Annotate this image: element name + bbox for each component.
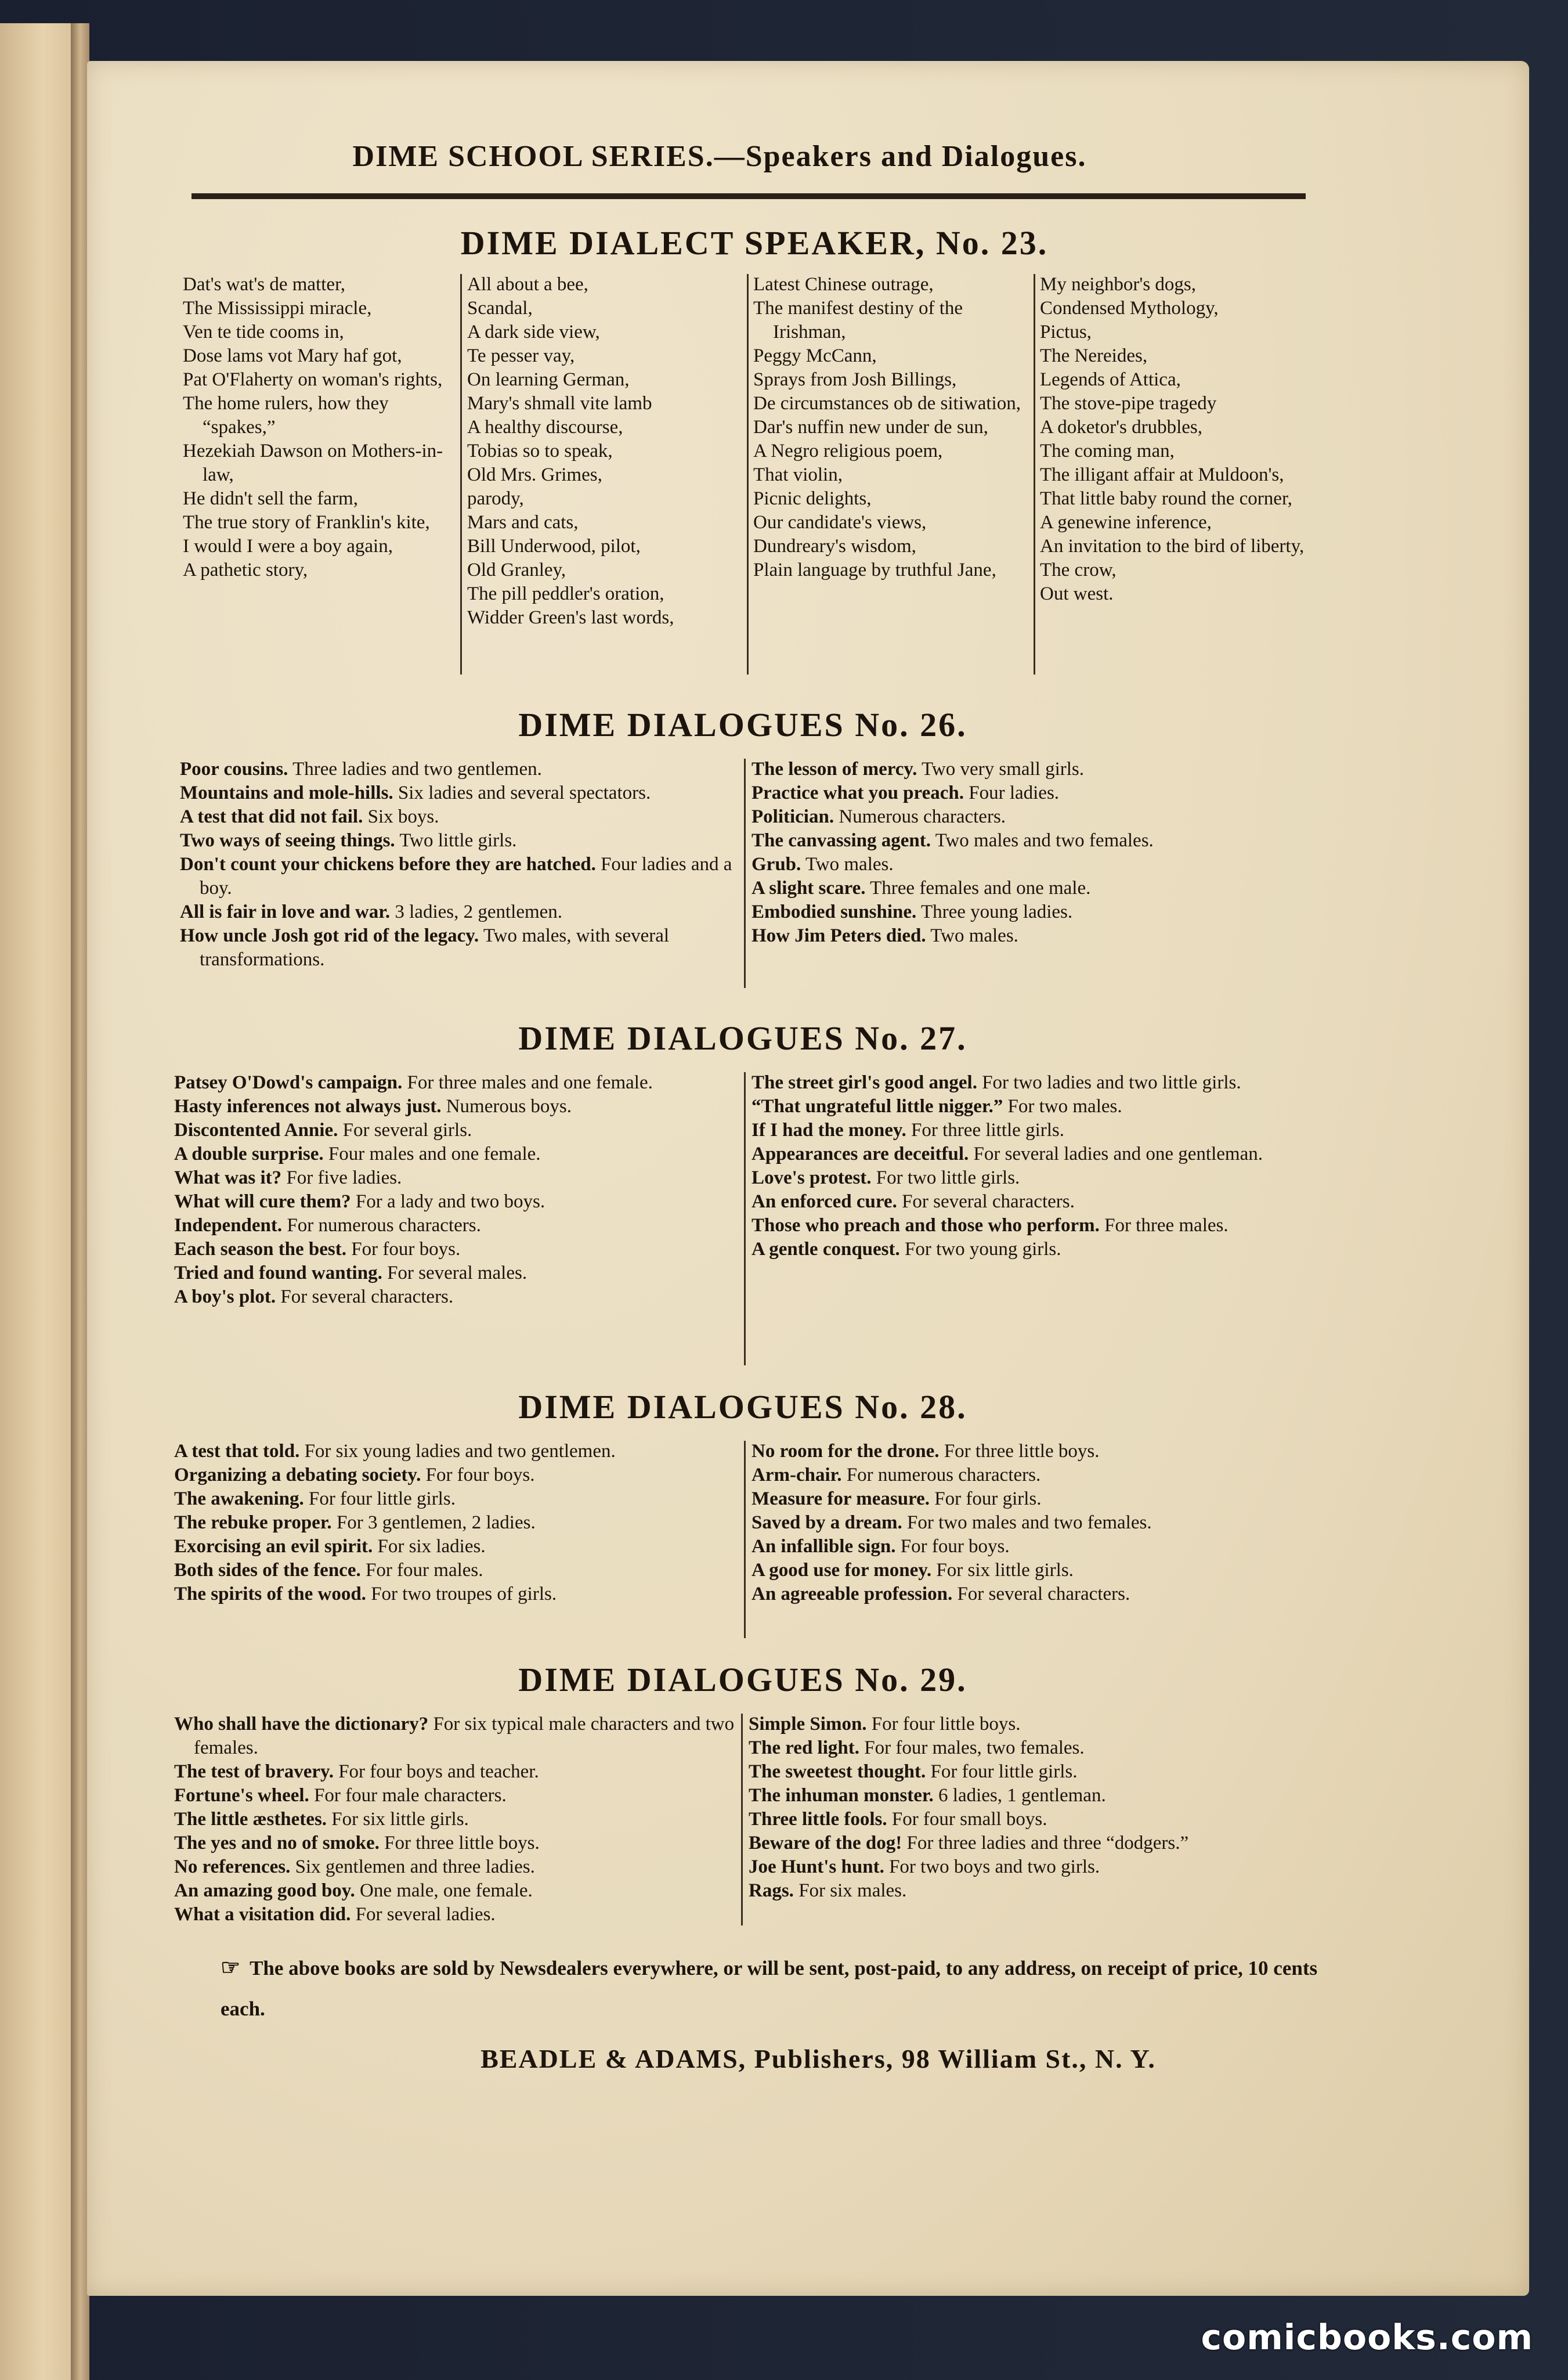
dialogue-entry bbox=[752, 1190, 1312, 1214]
dialogue-cast: For four male characters. bbox=[314, 1785, 507, 1806]
dialogue-cast: Four ladies and a boy. bbox=[200, 854, 732, 899]
dialogue-entry bbox=[180, 924, 737, 972]
speaker-column-2 bbox=[467, 273, 746, 630]
list-item: Bill Underwood, pilot, bbox=[467, 536, 641, 557]
list-item: The home rulers, how they “spakes,” bbox=[183, 393, 389, 438]
list-item: Pat O'Flaherty on woman's rights, bbox=[183, 369, 443, 390]
column-divider bbox=[1034, 274, 1035, 675]
dialogues-27-column-1 bbox=[174, 1071, 737, 1309]
dialogue-title: What was it? bbox=[174, 1167, 282, 1188]
list-item: The Mississippi miracle, bbox=[183, 298, 372, 319]
list-item: All about a bee, bbox=[467, 274, 588, 295]
dialogue-entry bbox=[180, 900, 737, 924]
dialogue-cast: Four ladies. bbox=[969, 782, 1060, 803]
list-item: The illigant affair at Muldoon's, bbox=[1040, 464, 1284, 485]
dialogues-26-column-1 bbox=[180, 758, 737, 972]
dialogue-cast: For four little boys. bbox=[871, 1714, 1021, 1734]
dialogue-entry bbox=[174, 1582, 737, 1606]
dialogue-entry bbox=[180, 853, 737, 900]
dialogue-title: Exorcising an evil spirit. bbox=[174, 1536, 373, 1557]
speaker-column-3 bbox=[753, 273, 1032, 582]
dialogue-entry bbox=[752, 758, 1312, 781]
dialogue-title: Beware of the dog! bbox=[749, 1833, 902, 1853]
list-item: Te pesser vay, bbox=[467, 345, 575, 366]
dialogue-entry bbox=[752, 1238, 1312, 1261]
dialogue-cast: Numerous boys. bbox=[446, 1096, 572, 1117]
dialogue-title: No references. bbox=[174, 1856, 291, 1877]
dialogue-cast: For several characters. bbox=[902, 1191, 1075, 1212]
dialogue-entry bbox=[174, 1903, 737, 1927]
sales-note-text: The above books are sold by Newsdealers everywhere, or will be sent, post-paid, to any address, on receipt of price, 10 cents each. bbox=[221, 1957, 1318, 2020]
dialogue-title: Rags. bbox=[749, 1880, 794, 1901]
dialogue-cast: For three little boys. bbox=[944, 1441, 1100, 1462]
dialogue-title: Tried and found wanting. bbox=[174, 1263, 382, 1283]
dialogue-title: An enforced cure. bbox=[752, 1191, 897, 1212]
dialogue-cast: For numerous characters. bbox=[846, 1465, 1041, 1485]
dialogue-cast: For 3 gentlemen, 2 ladies. bbox=[336, 1512, 536, 1533]
dialogue-title: The street girl's good angel. bbox=[752, 1072, 977, 1093]
dialogue-entry bbox=[752, 853, 1312, 877]
dialogue-cast: For two boys and two girls. bbox=[889, 1856, 1100, 1877]
list-item: A Negro religious poem, bbox=[753, 441, 943, 461]
list-item: On learning German, bbox=[467, 369, 630, 390]
list-item: An invitation to the bird of liberty, bbox=[1040, 536, 1305, 557]
dialogue-entry bbox=[180, 781, 737, 805]
list-item: The true story of Franklin's kite, bbox=[183, 512, 430, 533]
dialogue-cast: Six boys. bbox=[367, 806, 439, 827]
header-rule bbox=[192, 193, 1306, 199]
dialogue-title: Hasty inferences not always just. bbox=[174, 1096, 442, 1117]
list-item: He didn't sell the farm, bbox=[183, 488, 358, 509]
section-title-dialogues-28: DIME DIALOGUES No. 28. bbox=[518, 1388, 967, 1426]
dialogue-cast: For two troupes of girls. bbox=[371, 1584, 557, 1604]
dialogue-entry bbox=[174, 1285, 737, 1309]
list-item: That violin, bbox=[753, 464, 843, 485]
dialogue-cast: For several characters. bbox=[957, 1584, 1130, 1604]
dialogue-entry bbox=[174, 1808, 737, 1831]
dialogue-title: Three little fools. bbox=[749, 1809, 887, 1830]
dialogue-cast: For six ladies. bbox=[377, 1536, 486, 1557]
dialogue-cast: For two males and two females. bbox=[907, 1512, 1152, 1533]
dialogue-title: Discontented Annie. bbox=[174, 1120, 338, 1141]
dialogue-title: Each season the best. bbox=[174, 1239, 347, 1260]
dialogue-title: The sweetest thought. bbox=[749, 1761, 926, 1782]
list-item: The stove-pipe tragedy bbox=[1040, 393, 1217, 414]
dialogue-cast: For six little girls. bbox=[331, 1809, 469, 1830]
dialogue-cast: For three males and one female. bbox=[407, 1072, 653, 1093]
dialogue-title: “That ungrateful little nigger.” bbox=[752, 1096, 1003, 1117]
dialogue-cast: For three little girls. bbox=[911, 1120, 1064, 1141]
sales-note bbox=[221, 1948, 1323, 2029]
dialogue-entry bbox=[752, 1582, 1312, 1606]
dialogue-title: The red light. bbox=[749, 1737, 859, 1758]
list-item: A dark side view, bbox=[467, 322, 600, 342]
dialogues-27-column-2 bbox=[752, 1071, 1312, 1261]
dialogue-title: An amazing good boy. bbox=[174, 1880, 355, 1901]
list-item: A doketor's drubbles, bbox=[1040, 417, 1203, 438]
dialogue-entry bbox=[749, 1831, 1312, 1855]
dialogue-cast: For six typical male characters and two females. bbox=[194, 1714, 735, 1758]
dialogue-entry bbox=[752, 1463, 1312, 1487]
dialogue-cast: For four boys. bbox=[425, 1465, 535, 1485]
dialogue-title: Two ways of seeing things. bbox=[180, 830, 395, 851]
dialogues-28-column-2 bbox=[752, 1440, 1312, 1606]
page-header: DIME SCHOOL SERIES.—Speakers and Dialogues. bbox=[352, 140, 1087, 173]
dialogue-title: Love's protest. bbox=[752, 1167, 872, 1188]
section-title-dialogues-29: DIME DIALOGUES No. 29. bbox=[518, 1661, 967, 1699]
dialogue-cast: For four little girls. bbox=[930, 1761, 1078, 1782]
section-title-dialogues-27: DIME DIALOGUES No. 27. bbox=[518, 1019, 967, 1057]
dialogue-entry bbox=[174, 1559, 737, 1582]
column-divider bbox=[747, 274, 749, 675]
section-title-dialogues-26: DIME DIALOGUES No. 26. bbox=[518, 706, 967, 744]
dialogue-title: A good use for money. bbox=[752, 1560, 932, 1581]
list-item: The coming man, bbox=[1040, 441, 1175, 461]
dialogue-entry bbox=[752, 1559, 1312, 1582]
list-item: The Nereides, bbox=[1040, 345, 1148, 366]
dialogue-cast: For a lady and two boys. bbox=[355, 1191, 545, 1212]
column-divider bbox=[744, 1072, 746, 1365]
list-item: The crow, bbox=[1040, 560, 1117, 580]
dialogue-cast: For five ladies. bbox=[286, 1167, 402, 1188]
dialogue-cast: For several males. bbox=[387, 1263, 528, 1283]
list-item: Hezekiah Dawson on Mothers-in-law, bbox=[183, 441, 443, 485]
dialogue-entry bbox=[180, 829, 737, 853]
dialogue-entry bbox=[752, 1535, 1312, 1559]
dialogue-title: Patsey O'Dowd's campaign. bbox=[174, 1072, 403, 1093]
dialogue-title: Don't count your chickens before they are hatched. bbox=[180, 854, 596, 875]
dialogue-cast: For three ladies and three “dodgers.” bbox=[906, 1833, 1189, 1853]
dialogue-cast: For four boys. bbox=[351, 1239, 461, 1260]
dialogue-cast: For two ladies and two little girls. bbox=[982, 1072, 1241, 1093]
column-divider bbox=[744, 759, 746, 988]
list-item: De circumstances ob de sitiwation, bbox=[753, 393, 1021, 414]
dialogue-cast: For three males. bbox=[1104, 1215, 1229, 1236]
dialogue-title: The awakening. bbox=[174, 1488, 304, 1509]
dialogue-cast: For four boys and teacher. bbox=[338, 1761, 539, 1782]
dialogue-entry bbox=[174, 1166, 737, 1190]
dialogue-entry bbox=[174, 1261, 737, 1285]
dialogue-entry bbox=[174, 1760, 737, 1784]
dialogue-title: An agreeable profession. bbox=[752, 1584, 953, 1604]
dialogue-cast: Two males and two females. bbox=[935, 830, 1154, 851]
dialogue-title: The rebuke proper. bbox=[174, 1512, 332, 1533]
dialogues-28-column-1 bbox=[174, 1440, 737, 1606]
dialogue-entry bbox=[749, 1760, 1312, 1784]
dialogue-cast: For six young ladies and two gentlemen. bbox=[304, 1441, 616, 1462]
dialogue-title: Who shall have the dictionary? bbox=[174, 1714, 429, 1734]
dialogue-entry bbox=[174, 1535, 737, 1559]
list-item: Scandal, bbox=[467, 298, 533, 319]
dialogue-entry bbox=[749, 1784, 1312, 1808]
dialogue-title: How uncle Josh got rid of the legacy. bbox=[180, 925, 479, 946]
list-item: Ven te tide cooms in, bbox=[183, 322, 344, 342]
dialogue-title: Measure for measure. bbox=[752, 1488, 930, 1509]
list-item: Latest Chinese outrage, bbox=[753, 274, 934, 295]
list-item: A genewine inference, bbox=[1040, 512, 1212, 533]
list-item: Old Granley, bbox=[467, 560, 566, 580]
dialogue-entry bbox=[174, 1190, 737, 1214]
list-item: Old Mrs. Grimes, bbox=[467, 464, 602, 485]
list-item: Plain language by truthful Jane, bbox=[753, 560, 996, 580]
dialogue-title: A test that did not fail. bbox=[180, 806, 363, 827]
dialogue-entry bbox=[752, 924, 1312, 948]
dialogue-cast: For six males. bbox=[799, 1880, 907, 1901]
dialogue-title: All is fair in love and war. bbox=[180, 901, 391, 922]
dialogue-entry bbox=[174, 1119, 737, 1142]
list-item: That little baby round the corner, bbox=[1040, 488, 1292, 509]
dialogue-entry bbox=[752, 877, 1312, 900]
dialogue-cast: For several ladies and one gentleman. bbox=[973, 1144, 1263, 1164]
dialogue-cast: Three young ladies. bbox=[920, 901, 1073, 922]
dialogue-title: A boy's plot. bbox=[174, 1286, 276, 1307]
list-item: Mary's shmall vite lamb bbox=[467, 393, 652, 414]
dialogue-entry bbox=[752, 1511, 1312, 1535]
dialogue-entry bbox=[174, 1238, 737, 1261]
dialogue-title: An infallible sign. bbox=[752, 1536, 896, 1557]
dialogue-title: A gentle conquest. bbox=[752, 1239, 900, 1260]
dialogue-entry bbox=[752, 1440, 1312, 1463]
list-item: Legends of Attica, bbox=[1040, 369, 1181, 390]
list-item: Dose lams vot Mary haf got, bbox=[183, 345, 402, 366]
dialogue-entry bbox=[180, 758, 737, 781]
dialogue-entry bbox=[174, 1855, 737, 1879]
dialogue-title: The test of bravery. bbox=[174, 1761, 334, 1782]
dialogue-title: A test that told. bbox=[174, 1441, 300, 1462]
dialogue-entry bbox=[749, 1736, 1312, 1760]
dialogue-title: Poor cousins. bbox=[180, 759, 288, 780]
dialogue-title: The canvassing agent. bbox=[752, 830, 931, 851]
dialogue-title: Grub. bbox=[752, 854, 801, 875]
list-item: Dat's wat's de matter, bbox=[183, 274, 345, 295]
list-item: Our candidate's views, bbox=[753, 512, 927, 533]
dialogue-entry bbox=[749, 1879, 1312, 1903]
dialogue-cast: Two males. bbox=[805, 854, 894, 875]
dialogue-title: How Jim Peters died. bbox=[752, 925, 926, 946]
section-title-dialect-speaker: DIME DIALECT SPEAKER, No. 23. bbox=[460, 224, 1049, 262]
dialogues-29-column-2 bbox=[749, 1712, 1312, 1903]
dialogue-cast: For two young girls. bbox=[905, 1239, 1061, 1260]
list-item: Pictus, bbox=[1040, 322, 1092, 342]
dialogues-29-column-1 bbox=[174, 1712, 737, 1927]
dialogues-26-column-2 bbox=[752, 758, 1312, 948]
dialogue-title: Embodied sunshine. bbox=[752, 901, 917, 922]
dialogue-entry bbox=[752, 781, 1312, 805]
dialogue-cast: For two little girls. bbox=[876, 1167, 1020, 1188]
dialogue-entry bbox=[752, 805, 1312, 829]
dialogue-entry bbox=[752, 1142, 1312, 1166]
dialogue-cast: For two males. bbox=[1007, 1096, 1122, 1117]
dialogue-title: Joe Hunt's hunt. bbox=[749, 1856, 884, 1877]
list-item: Dar's nuffin new under de sun, bbox=[753, 417, 988, 438]
dialogue-cast: For several girls. bbox=[342, 1120, 472, 1141]
dialogue-entry bbox=[752, 1487, 1312, 1511]
list-item: Peggy McCann, bbox=[753, 345, 877, 366]
dialogue-title: Arm-chair. bbox=[752, 1465, 842, 1485]
dialogue-entry bbox=[749, 1855, 1312, 1879]
dialogue-cast: Numerous characters. bbox=[839, 806, 1006, 827]
list-item: Condensed Mythology, bbox=[1040, 298, 1219, 319]
dialogue-entry bbox=[174, 1784, 737, 1808]
column-divider bbox=[744, 1441, 746, 1638]
dialogue-title: Simple Simon. bbox=[749, 1714, 867, 1734]
dialogue-cast: One male, one female. bbox=[359, 1880, 533, 1901]
dialogue-entry bbox=[752, 1166, 1312, 1190]
dialogue-entry bbox=[174, 1511, 737, 1535]
dialogue-title: The inhuman monster. bbox=[749, 1785, 934, 1806]
dialogue-cast: For four little girls. bbox=[308, 1488, 456, 1509]
speaker-column-1 bbox=[183, 273, 458, 582]
dialogue-title: Appearances are deceitful. bbox=[752, 1144, 969, 1164]
list-item: Out west. bbox=[1040, 583, 1114, 604]
dialogue-title: Those who preach and those who perform. bbox=[752, 1215, 1100, 1236]
dialogue-cast: Six ladies and several spectators. bbox=[398, 782, 651, 803]
dialogue-entry bbox=[174, 1879, 737, 1903]
list-item: Widder Green's last words, bbox=[467, 607, 674, 628]
list-item: Sprays from Josh Billings, bbox=[753, 369, 957, 390]
site-watermark: comicbooks.com bbox=[1201, 2317, 1533, 2358]
dialogue-cast: Two males, with several transformations. bbox=[200, 925, 670, 970]
dialogue-cast: 3 ladies, 2 gentlemen. bbox=[395, 901, 563, 922]
dialogue-entry bbox=[174, 1463, 737, 1487]
dialogue-entry bbox=[174, 1142, 737, 1166]
dialogue-title: The yes and no of smoke. bbox=[174, 1833, 380, 1853]
dialogue-title: The lesson of mercy. bbox=[752, 759, 917, 780]
dialogue-title: Organizing a debating society. bbox=[174, 1465, 421, 1485]
dialogue-title: If I had the money. bbox=[752, 1120, 906, 1141]
dialogue-cast: For four males, two females. bbox=[864, 1737, 1085, 1758]
dialogue-title: A double surprise. bbox=[174, 1144, 324, 1164]
dialogue-entry bbox=[752, 1095, 1312, 1119]
dialogue-title: Politician. bbox=[752, 806, 834, 827]
dialogue-cast: Two very small girls. bbox=[922, 759, 1085, 780]
dialogue-title: Fortune's wheel. bbox=[174, 1785, 309, 1806]
list-item: A pathetic story, bbox=[183, 560, 308, 580]
list-item: Tobias so to speak, bbox=[467, 441, 613, 461]
dialogue-entry bbox=[752, 1071, 1312, 1095]
dialogue-cast: Two little girls. bbox=[399, 830, 517, 851]
dialogue-title: The spirits of the wood. bbox=[174, 1584, 366, 1604]
dialogue-entry bbox=[174, 1095, 737, 1119]
list-item: The pill peddler's oration, bbox=[467, 583, 664, 604]
dialogue-cast: For three little boys. bbox=[384, 1833, 540, 1853]
dialogue-entry bbox=[752, 829, 1312, 853]
dialogue-title: The little æsthetes. bbox=[174, 1809, 327, 1830]
dialogue-entry bbox=[174, 1712, 737, 1760]
dialogue-cast: Six gentlemen and three ladies. bbox=[295, 1856, 535, 1877]
list-item: I would I were a boy again, bbox=[183, 536, 393, 557]
dialogue-cast: For four small boys. bbox=[891, 1809, 1047, 1830]
list-item: Dundreary's wisdom, bbox=[753, 536, 916, 557]
publisher-imprint: BEADLE & ADAMS, Publishers, 98 William St., N. Y. bbox=[480, 2044, 1156, 2074]
previous-page-edge bbox=[0, 23, 80, 2380]
dialogue-title: A slight scare. bbox=[752, 878, 866, 899]
dialogue-cast: For four girls. bbox=[934, 1488, 1042, 1509]
dialogue-entry bbox=[180, 805, 737, 829]
dialogue-title: What will cure them? bbox=[174, 1191, 351, 1212]
dialogue-entry bbox=[174, 1214, 737, 1238]
dialogue-cast: Two males. bbox=[930, 925, 1018, 946]
list-item: parody, bbox=[467, 488, 524, 509]
dialogue-entry bbox=[752, 1119, 1312, 1142]
list-item: My neighbor's dogs, bbox=[1040, 274, 1197, 295]
dialogue-title: Saved by a dream. bbox=[752, 1512, 902, 1533]
dialogue-cast: Three ladies and two gentlemen. bbox=[292, 759, 542, 780]
dialogue-title: Practice what you preach. bbox=[752, 782, 964, 803]
dialogue-entry bbox=[749, 1808, 1312, 1831]
dialogue-cast: For several characters. bbox=[280, 1286, 454, 1307]
dialogue-cast: For four boys. bbox=[900, 1536, 1010, 1557]
dialogue-title: No room for the drone. bbox=[752, 1441, 940, 1462]
dialogue-entry bbox=[749, 1712, 1312, 1736]
dialogue-title: Mountains and mole-hills. bbox=[180, 782, 393, 803]
list-item: The manifest destiny of the Irishman, bbox=[753, 298, 963, 342]
dialogue-entry bbox=[174, 1071, 737, 1095]
dialogue-entry bbox=[174, 1831, 737, 1855]
dialogue-cast: For several ladies. bbox=[355, 1904, 496, 1925]
dialogue-cast: For numerous characters. bbox=[287, 1215, 481, 1236]
dialogue-entry bbox=[752, 900, 1312, 924]
list-item: Mars and cats, bbox=[467, 512, 579, 533]
dialogue-cast: Four males and one female. bbox=[328, 1144, 541, 1164]
speaker-column-4 bbox=[1040, 273, 1313, 606]
column-divider bbox=[741, 1714, 743, 1925]
pointing-hand-icon: ☞ bbox=[221, 1956, 241, 1980]
list-item: Picnic delights, bbox=[753, 488, 872, 509]
dialogue-entry bbox=[752, 1214, 1312, 1238]
dialogue-cast: For four males. bbox=[365, 1560, 483, 1581]
dialogue-cast: For six little girls. bbox=[936, 1560, 1074, 1581]
dialogue-cast: 6 ladies, 1 gentleman. bbox=[938, 1785, 1106, 1806]
dialogue-cast: Three females and one male. bbox=[870, 878, 1091, 899]
dialogue-title: What a visitation did. bbox=[174, 1904, 351, 1925]
dialogue-title: Independent. bbox=[174, 1215, 283, 1236]
column-divider bbox=[460, 274, 462, 675]
dialogue-entry bbox=[174, 1440, 737, 1463]
dialogue-title: Both sides of the fence. bbox=[174, 1560, 361, 1581]
dialogue-entry bbox=[174, 1487, 737, 1511]
list-item: A healthy discourse, bbox=[467, 417, 623, 438]
